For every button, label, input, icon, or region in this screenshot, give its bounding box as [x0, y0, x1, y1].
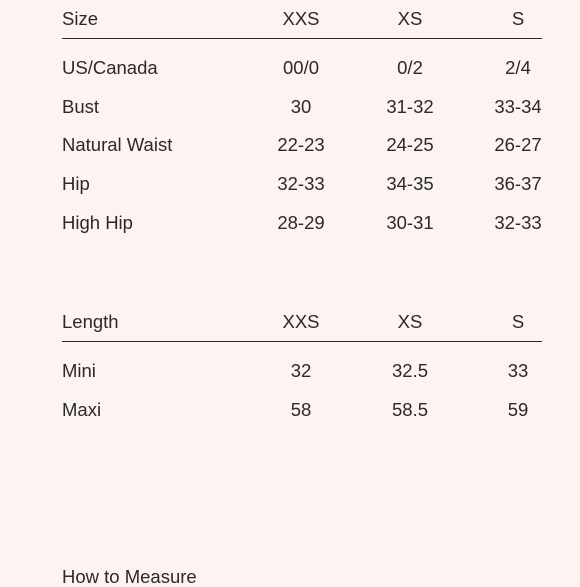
table-cell: 24-25 [386, 134, 434, 156]
table-cell: 2/4 [505, 57, 531, 78]
table-cell: 59 [507, 398, 529, 420]
table-cell: 22-23 [277, 134, 325, 156]
table-row [62, 126, 542, 165]
table-cell: 32.5 [391, 360, 429, 381]
size-header-xs: XS [397, 8, 423, 29]
table-cell: 36-37 [494, 173, 542, 195]
length-table-header [62, 303, 542, 342]
size-table-header [62, 0, 542, 39]
size-header-label: Size [62, 8, 98, 29]
table-cell: 33 [507, 360, 529, 381]
length-chart-table [62, 303, 542, 429]
table-row [62, 49, 542, 88]
table-cell: 32-33 [277, 173, 325, 195]
row-label-natural-waist: Natural Waist [62, 134, 173, 156]
table-cell: 58 [290, 398, 312, 420]
length-header-label: Length [62, 311, 119, 332]
row-label-maxi: Maxi [62, 398, 102, 420]
size-header-xxs: XXS [282, 8, 320, 29]
table-cell: 28-29 [277, 211, 325, 233]
table-row [62, 391, 542, 430]
table-cell: 26-27 [494, 134, 542, 156]
length-header-xxs: XXS [282, 311, 320, 332]
length-header-xs: XS [397, 311, 423, 332]
table-cell: 58.5 [391, 398, 429, 420]
table-row [62, 88, 542, 127]
length-header-s: S [511, 311, 525, 332]
how-to-measure-heading[interactable]: How to Measure [62, 566, 197, 587]
table-cell: 00/0 [282, 57, 320, 78]
row-label-us-canada: US/Canada [62, 57, 158, 78]
size-header-s: S [511, 8, 525, 29]
row-label-mini: Mini [62, 360, 96, 381]
table-cell: 30-31 [386, 211, 434, 233]
row-label-hip: Hip [62, 173, 90, 195]
table-row [62, 204, 542, 243]
row-label-high-hip: High Hip [62, 211, 133, 233]
table-cell: 34-35 [386, 173, 434, 195]
table-row [62, 165, 542, 204]
table-cell: 0/2 [397, 57, 423, 78]
row-label-bust: Bust [62, 95, 100, 117]
table-row [62, 352, 542, 391]
table-cell: 33-34 [494, 95, 542, 117]
table-cell: 30 [290, 95, 312, 117]
table-cell: 31-32 [386, 95, 434, 117]
size-chart-table [62, 0, 542, 242]
table-cell: 32 [290, 360, 312, 381]
table-cell: 32-33 [494, 211, 542, 233]
